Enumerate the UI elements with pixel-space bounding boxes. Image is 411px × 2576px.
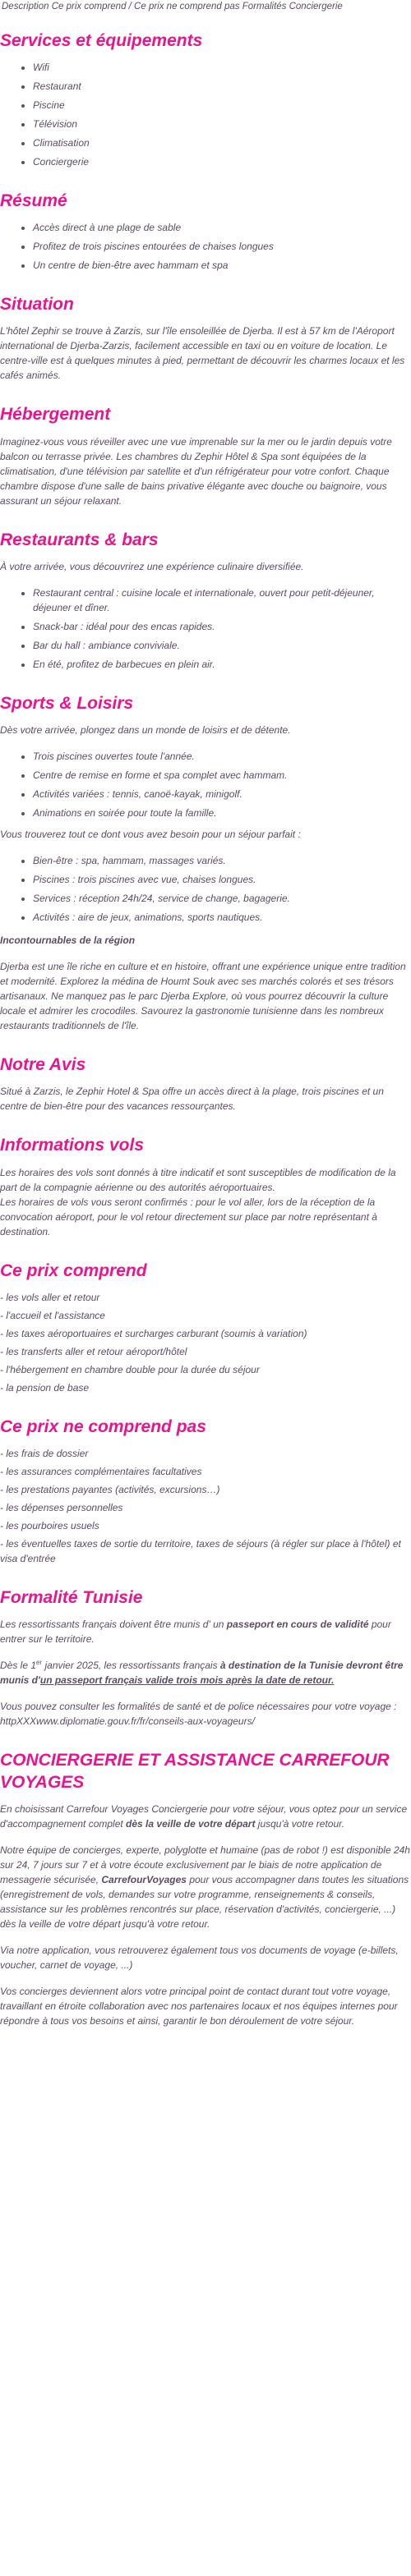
- service-start-highlight: dès la veille de votre départ: [126, 1817, 256, 1830]
- list-item: - les prestations payantes (activités, excursions…): [0, 1484, 220, 1496]
- passport-validity-requirement: un passeport français valide trois mois après la date de retour.: [39, 1674, 335, 1687]
- list-item: • Restaurant central : cuisine locale et internationale, ouvert pour petit-déjeuner, déjeuner et dîner.: [33, 585, 411, 615]
- restaurants-list: [0, 585, 411, 672]
- restaurants-section: [0, 530, 411, 672]
- situation-title: Situation: [0, 295, 74, 315]
- list-item: • Télévision: [33, 117, 411, 131]
- infos-vols-section: [0, 1135, 411, 1238]
- ce-prix-ne-comprend-pas-title: Ce prix ne comprend pas: [0, 1417, 206, 1436]
- list-item: - les frais de dossier: [0, 1448, 89, 1460]
- infos-vols-text-1: Les horaires des vols sont donnés à titre indicatif et sont susceptibles de modification de la part de la compagnie aérienne ou des autorités aéroportuaires.: [0, 1166, 396, 1193]
- conciergerie-title: CONCIERGERIE ET ASSISTANCE CARREFOUR VOYAGES: [0, 1751, 390, 1792]
- text-run: janvier 2025, les ressortissants français: [42, 1660, 220, 1672]
- sports-title: Sports & Loisirs: [0, 693, 134, 713]
- ce-prix-comprend-section: [0, 1260, 411, 1395]
- hebergement-text: Imaginez-vous vous réveiller avec une vue imprenable sur la mer ou le jardin depuis votre balcon ou terrasse privée. Les chambres du Zephir Hôtel & Spa sont équipées de la climatisation, d'une télévision par satellite et d'un réfrigérateur pour votre confort. Chaque chambre dispose d'une salle de bains privative élégante avec douche ou baignoire, vous assurant un séjour relaxant.: [0, 435, 392, 507]
- conciergerie-section: [0, 1750, 411, 2028]
- destination-requirement: à destination de la Tunisie devront être munis d': [0, 1660, 404, 1687]
- list-item: • Piscines : trois piscines avec vue, chaises longues.: [33, 872, 411, 887]
- conciergerie-paragraph-4: Vos concierges deviennent alors votre principal point de contact durant tout votre voyage, travaillant en étroite collaboration avec nos partenaires locaux et nos équipes internes pour répondre à tous vos besoins et ainsi, garantir le bon déroulement de votre séjour.: [0, 1985, 398, 2027]
- conciergerie-paragraph-3: Via notre application, vous retrouverez également tous vos documents de voyage (e-billets, voucher, carnet de voyage, ...): [0, 1944, 399, 1971]
- list-item: • Trois piscines ouvertes toute l'année.: [33, 749, 411, 764]
- text-run: Dès le 1: [0, 1660, 37, 1672]
- ce-prix-ne-comprend-pas-section: [0, 1417, 411, 1566]
- amenities-list: [0, 853, 411, 925]
- sports-intro-2: Vous trouverez tout ce dont vous avez besoin pour un séjour parfait :: [0, 829, 301, 841]
- list-item: • Snack-bar : idéal pour des encas rapides.: [33, 619, 411, 634]
- infos-vols-title: Informations vols: [0, 1136, 145, 1155]
- list-item: • Un centre de bien-être avec hammam et spa: [33, 258, 411, 273]
- passport-requirement: passeport en cours de validité: [226, 1619, 369, 1631]
- situation-text: L'hôtel Zephir se trouve à Zarzis, sur l'île ensoleillée de Djerba. Il est à 57 km de l'Aéroport international de Djerba-Zarzis, facilement accessible en taxi ou en voiture de location. Le centre-ville est à quelques minutes à pied, permettant de découvrir les charmes locaux et les cafés animés.: [0, 325, 405, 382]
- list-item: - les vols aller et retour: [0, 1291, 100, 1303]
- region-title: Incontournables de la région: [0, 934, 136, 947]
- notre-avis-title: Notre Avis: [0, 1055, 86, 1075]
- hebergement-section: [0, 404, 411, 507]
- resume-title: Résumé: [0, 191, 67, 210]
- list-item: - la pension de base: [0, 1381, 90, 1394]
- text-run: pour entrer sur le territoire.: [0, 1619, 391, 1646]
- list-item: • Services : réception 24h/24, service de change, bagagerie.: [33, 891, 411, 906]
- text-run: Les ressortissants français doivent être munis d' un: [0, 1619, 227, 1631]
- list-item: - les éventuelles taxes de sortie du territoire, taxes de séjours (à régler sur place à l'hôtel) et visa d'entrée: [0, 1538, 401, 1565]
- formalite-title: Formalité Tunisie: [0, 1588, 143, 1608]
- formalite-paragraph-1: [0, 1617, 411, 1646]
- list-item: - les dépenses personnelles: [0, 1502, 123, 1514]
- list-item: - l'accueil et l'assistance: [0, 1309, 105, 1321]
- list-item: • Accès direct à une plage de sable: [33, 220, 411, 235]
- formalite-paragraph-3: Vous pouvez consulter les formalités de santé et de police nécessaires pour votre voyage : httpXXXwww.diplomatie.gouv.fr/fr/conseils-aux-voyageurs/: [0, 1701, 397, 1728]
- text-run: En choisissant Carrefour Voyages Conciergerie pour votre séjour, vous optez pour un service d'accompagnement complet: [0, 1802, 408, 1830]
- list-item: • Bar du hall : ambiance conviviale.: [33, 638, 411, 653]
- hebergement-title: Hébergement: [0, 405, 111, 425]
- formalite-paragraph-2: [0, 1658, 411, 1687]
- list-item: • Wifi: [33, 60, 411, 75]
- restaurants-intro: À votre arrivée, vous découvrirez une expérience culinaire diversifiée.: [0, 560, 304, 572]
- text-run: jusqu'à votre retour.: [255, 1817, 345, 1830]
- sports-list: [0, 749, 411, 820]
- sports-intro: Dès votre arrivée, plongez dans un monde de loisirs et de détente.: [0, 724, 291, 737]
- list-item: • Activités variées : tennis, canoë-kayak, minigolf.: [33, 787, 411, 801]
- situation-section: [0, 294, 411, 383]
- list-item: - les transferts aller et retour aéroport/hôtel: [0, 1345, 187, 1357]
- services-title: Services et équipements: [0, 30, 203, 50]
- formalite-section: [0, 1587, 411, 1729]
- superscript: er: [36, 1659, 43, 1667]
- list-item: - les taxes aéroportuaires et surcharges carburant (soumis à variation): [0, 1327, 307, 1339]
- list-item: • Piscine: [33, 98, 411, 112]
- text-run: pour vous accompagner dans toutes les situations (enregistrement de vols, demandes sur votre programme, renseignements & conseils, assistance sur les problèmes rencontrés sur place, réservation d'activités, conciergerie, ...) dès la veille de votre départ jusqu'à votre retour.: [0, 1873, 409, 1930]
- list-item: - les assurances complémentaires facultatives: [0, 1466, 202, 1478]
- services-list: [0, 60, 411, 169]
- notre-avis-text: Situé à Zarzis, le Zephir Hotel & Spa offre un accès direct à la plage, trois piscines et un centre de bien-être pour des vacances ressourçantes.: [0, 1086, 384, 1113]
- region-text: Djerba est une île riche en culture et en histoire, offrant une expérience unique entre tradition et modernité. Explorez la médina de Houmt Souk avec ses marchés colorés et ses trésors artisanaux. Ne manquez pas le parc Djerba Explore, où vous pourrez découvrir la culture locale et admirer les crocodiles. Savourez la gastronomie tunisienne dans les nombreux restaurants traditionnels de l'île.: [0, 961, 406, 1032]
- list-item: • Profitez de trois piscines entourées de chaises longues: [33, 239, 411, 254]
- list-item: • Animations en soirée pour toute la famille.: [33, 806, 411, 820]
- list-item: • Centre de remise en forme et spa complet avec hammam.: [33, 768, 411, 783]
- notre-avis-section: [0, 1054, 411, 1114]
- ce-prix-comprend-list: [0, 1290, 411, 1395]
- infos-vols-text-2: Les horaires de vols vous seront confirmés : pour le vol aller, lors de la réception de la convocation aéroport, pour le vol retour directement sur place par notre représentant à destination.: [0, 1196, 377, 1237]
- ce-prix-ne-comprend-pas-list: [0, 1446, 411, 1566]
- resume-list: [0, 220, 411, 273]
- restaurants-title: Restaurants & bars: [0, 530, 159, 549]
- app-name: CarrefourVoyages: [101, 1873, 187, 1885]
- ce-prix-comprend-title: Ce prix comprend: [0, 1260, 147, 1280]
- conciergerie-paragraph-2: [0, 1843, 411, 1931]
- conciergerie-paragraph-1: [0, 1802, 411, 1831]
- list-item: • Activités : aire de jeux, animations, sports nautiques.: [33, 910, 411, 925]
- list-item: • Conciergerie: [33, 154, 411, 169]
- list-item: • Restaurant: [33, 79, 411, 94]
- services-section: [0, 30, 411, 169]
- section-breadcrumb: Description Ce prix comprend / Ce prix ne comprend pas Formalités Conciergerie: [2, 2, 343, 11]
- text-run: Notre équipe de concierges, experte, polyglotte et humaine (pas de robot !) est disponible 24h sur 24, 7 jours sur 7 et à votre écoute exclusivement par le biais de notre application de messagerie sécurisée,: [0, 1844, 410, 1885]
- list-item: • En été, profitez de barbecues en plein air.: [33, 657, 411, 672]
- list-item: - les pourboires usuels: [0, 1520, 99, 1532]
- list-item: • Climatisation: [33, 135, 411, 150]
- resume-section: [0, 191, 411, 273]
- sports-section: [0, 693, 411, 1033]
- list-item: - l'hébergement en chambre double pour la durée du séjour: [0, 1363, 260, 1375]
- list-item: • Bien-être : spa, hammam, massages variés.: [33, 853, 411, 868]
